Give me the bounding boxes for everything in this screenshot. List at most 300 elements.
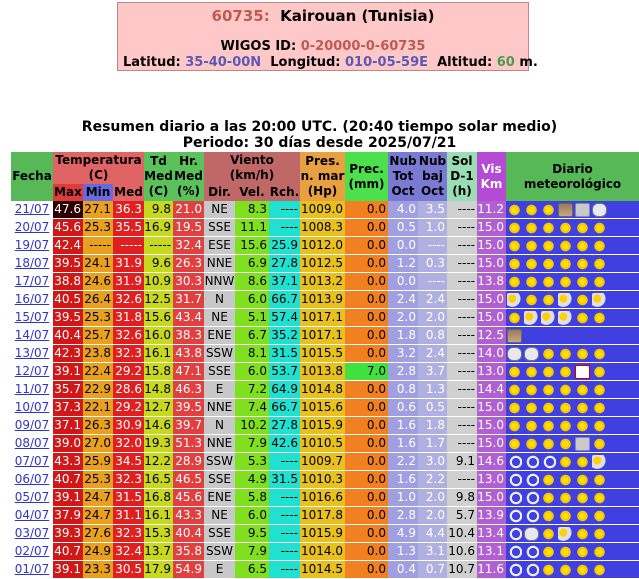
date-link[interactable]: 05/07 xyxy=(14,490,50,504)
temp-med-cell: 30.9 xyxy=(113,417,144,435)
sun-icon xyxy=(558,239,573,253)
cloud-total-cell: 2.8 xyxy=(388,363,418,381)
date-link[interactable]: 06/07 xyxy=(14,472,50,486)
cloud-total-cell: 0.4 xyxy=(388,561,418,579)
visibility-cell: 11.6 xyxy=(477,561,506,579)
temp-med-cell: 36.3 xyxy=(113,201,144,219)
dewpoint-cell: 12.2 xyxy=(144,453,173,471)
sun-icon xyxy=(541,419,556,433)
visibility-cell: 13.1 xyxy=(477,543,506,561)
temp-min-cell: 27.0 xyxy=(83,435,113,453)
sun-icon xyxy=(541,365,556,379)
sun-icon xyxy=(558,383,573,397)
header-visibilidad xyxy=(477,152,506,201)
temp-med-cell: ----- xyxy=(113,237,144,255)
visibility-cell: 15.0 xyxy=(477,309,506,327)
dewpoint-cell: 14.6 xyxy=(144,417,173,435)
wind-dir-cell: NNE xyxy=(204,435,235,453)
temp-min-cell: 25.9 xyxy=(83,453,113,471)
wind-gust-cell: 64.9 xyxy=(269,381,300,399)
dust-icon xyxy=(558,203,573,217)
sun-icon xyxy=(541,401,556,415)
table-row xyxy=(11,561,639,579)
table-row xyxy=(11,309,639,327)
humidity-cell: 19.5 xyxy=(173,219,204,237)
sun-icon xyxy=(558,437,573,451)
sun-icon xyxy=(592,239,607,253)
sun-icon xyxy=(541,275,556,289)
date-link[interactable]: 01/07 xyxy=(14,562,50,576)
temp-min-cell: 27.1 xyxy=(83,201,113,219)
daily-weather-icons xyxy=(506,219,639,237)
pressure-cell: 1014.8 xyxy=(300,381,345,399)
header-vis-1: Vis xyxy=(481,161,502,176)
cloud-total-cell: 3.2 xyxy=(388,345,418,363)
wind-dir-cell: N xyxy=(204,417,235,435)
date-link[interactable]: 16/07 xyxy=(14,292,50,306)
sunshine-cell: 10.6 xyxy=(447,543,477,561)
sun-icon xyxy=(524,293,539,307)
moon-icon xyxy=(524,455,539,469)
daily-weather-icons xyxy=(506,525,639,543)
moon-icon xyxy=(507,473,522,487)
visibility-cell: 13.0 xyxy=(477,363,506,381)
header-nubbaj-3: Oct xyxy=(420,184,445,198)
wind-gust-cell: ---- xyxy=(269,525,300,543)
wind-speed-cell: 6.9 xyxy=(235,255,269,273)
sun-icon xyxy=(507,365,522,379)
cloud-low-cell: 1.7 xyxy=(418,435,447,453)
wind-dir-cell: NE xyxy=(204,507,235,525)
precip-cell: 0.0 xyxy=(345,417,388,435)
cloud-total-cell: 2.8 xyxy=(388,507,418,525)
wind-dir-cell: NNE xyxy=(204,399,235,417)
station-name: Kairouan (Tunisia) xyxy=(280,7,435,25)
precip-cell: 0.0 xyxy=(345,381,388,399)
humidity-cell: 43.8 xyxy=(173,345,204,363)
sun-icon xyxy=(507,383,522,397)
header-sol-2: D-1 xyxy=(450,169,474,183)
wind-dir-cell: SSE xyxy=(204,525,235,543)
sunshine-cell: 9.1 xyxy=(447,453,477,471)
sun-icon xyxy=(592,365,607,379)
daily-weather-icons xyxy=(506,291,639,309)
daily-weather-icons xyxy=(506,489,639,507)
humidity-cell: 43.3 xyxy=(173,507,204,525)
moon-icon xyxy=(507,545,522,559)
wind-speed-cell: 7.9 xyxy=(235,543,269,561)
temp-max-cell: 39.5 xyxy=(53,255,83,273)
pressure-cell: 1015.9 xyxy=(300,525,345,543)
sun-icon xyxy=(541,347,556,361)
sun-icon xyxy=(575,545,590,559)
sun-icon xyxy=(541,383,556,397)
sun-icon xyxy=(592,221,607,235)
sunshine-cell: ---- xyxy=(447,255,477,273)
temp-med-cell: 35.5 xyxy=(113,219,144,237)
cloud-icon xyxy=(592,203,607,217)
precip-cell: 0.0 xyxy=(345,219,388,237)
cloud-total-cell: 1.8 xyxy=(388,327,418,345)
wind-speed-cell: 6.0 xyxy=(235,507,269,525)
temp-max-cell: 43.3 xyxy=(53,453,83,471)
altitude-unit: m. xyxy=(519,55,538,70)
daily-weather-icons xyxy=(506,309,639,327)
visibility-cell: 14.0 xyxy=(477,345,506,363)
temp-min-cell: 22.1 xyxy=(83,399,113,417)
cloud-low-cell: 0.3 xyxy=(418,255,447,273)
sunshine-cell: ---- xyxy=(447,237,477,255)
cloud-low-cell: 1.3 xyxy=(418,381,447,399)
temp-max-cell: 39.5 xyxy=(53,309,83,327)
dewpoint-cell: 9.6 xyxy=(144,255,173,273)
sunshine-cell: ---- xyxy=(447,363,477,381)
precip-cell: 0.0 xyxy=(345,471,388,489)
sun-icon xyxy=(558,545,573,559)
sun-icon xyxy=(507,257,522,271)
summary-line-2: Periodo: 30 días desde 2025/07/21 xyxy=(182,135,457,151)
dewpoint-cell: 19.3 xyxy=(144,435,173,453)
humidity-cell: 45.6 xyxy=(173,489,204,507)
precip-cell: 0.0 xyxy=(345,327,388,345)
date-cell xyxy=(11,291,53,309)
date-cell xyxy=(11,453,53,471)
table-row xyxy=(11,363,639,381)
temp-max-cell: 39.1 xyxy=(53,561,83,579)
humidity-cell: 39.7 xyxy=(173,417,204,435)
temp-med-cell: 30.5 xyxy=(113,561,144,579)
temp-med-cell: 31.9 xyxy=(113,255,144,273)
sunshine-cell: ---- xyxy=(447,399,477,417)
sun-icon xyxy=(541,203,556,217)
wind-dir-cell: SSE xyxy=(204,363,235,381)
date-link[interactable]: 17/07 xyxy=(14,274,50,288)
sun-icon xyxy=(507,221,522,235)
pressure-cell: 1009.7 xyxy=(300,453,345,471)
header-prec-2: (mm) xyxy=(348,176,385,191)
daily-weather-icons xyxy=(506,201,639,219)
partly-cloudy-icon xyxy=(524,311,539,325)
daily-weather-icons xyxy=(506,327,639,345)
header-nubtot-1: Nub xyxy=(389,154,417,168)
date-link[interactable]: 02/07 xyxy=(14,544,50,558)
precip-cell: 0.0 xyxy=(345,237,388,255)
cloud-total-cell: 0.8 xyxy=(388,381,418,399)
temp-med-cell: 32.3 xyxy=(113,525,144,543)
temp-med-cell: 31.5 xyxy=(113,489,144,507)
wind-gust-cell: 42.6 xyxy=(269,435,300,453)
cloud-low-cell: 2.0 xyxy=(418,507,447,525)
sun-icon xyxy=(575,491,590,505)
temp-med-cell: 32.3 xyxy=(113,345,144,363)
partly-cloudy-icon xyxy=(558,527,573,541)
latitude-value: 35-40-00N xyxy=(185,55,262,70)
sun-icon xyxy=(524,239,539,253)
table-row xyxy=(11,471,639,489)
wind-speed-cell: 4.9 xyxy=(235,471,269,489)
visibility-cell: 15.0 xyxy=(477,291,506,309)
header-max: Max xyxy=(54,185,82,199)
sun-icon xyxy=(541,527,556,541)
dewpoint-cell: 16.5 xyxy=(144,471,173,489)
moon-icon xyxy=(524,491,539,505)
header-hr-med xyxy=(173,152,204,201)
date-link[interactable]: 07/07 xyxy=(14,454,50,468)
header-prec-1: Prec. xyxy=(349,161,384,176)
sun-icon xyxy=(524,401,539,415)
wind-speed-cell: 6.5 xyxy=(235,561,269,579)
latitude-label: Latitud: xyxy=(123,55,181,70)
daily-weather-icons xyxy=(506,561,639,579)
temp-max-cell: 40.7 xyxy=(53,543,83,561)
temp-min-cell: 27.6 xyxy=(83,525,113,543)
wind-speed-cell: 7.4 xyxy=(235,399,269,417)
sun-icon xyxy=(558,365,573,379)
visibility-cell: 14.4 xyxy=(477,381,506,399)
sun-icon xyxy=(524,365,539,379)
cloud-total-cell: 2.0 xyxy=(388,309,418,327)
sun-icon xyxy=(575,401,590,415)
date-link[interactable]: 12/07 xyxy=(14,364,50,378)
wind-gust-cell: 37.1 xyxy=(269,273,300,291)
sun-icon xyxy=(575,509,590,523)
temp-max-cell: 40.4 xyxy=(53,327,83,345)
temp-max-cell: 39.3 xyxy=(53,525,83,543)
sunshine-cell: ---- xyxy=(447,345,477,363)
wind-speed-cell: 5.3 xyxy=(235,453,269,471)
dewpoint-cell: 10.9 xyxy=(144,273,173,291)
pressure-cell: 1017.1 xyxy=(300,309,345,327)
date-link[interactable]: 21/07 xyxy=(14,202,50,216)
date-link[interactable]: 04/07 xyxy=(14,508,50,522)
cloud-total-cell: 0.5 xyxy=(388,219,418,237)
table-row xyxy=(11,525,639,543)
sun-icon xyxy=(541,437,556,451)
sun-icon xyxy=(541,491,556,505)
sun-icon xyxy=(507,419,522,433)
humidity-cell: 30.3 xyxy=(173,273,204,291)
daily-weather-icons xyxy=(506,453,639,471)
sunshine-cell: ---- xyxy=(447,381,477,399)
date-cell xyxy=(11,363,53,381)
temp-med-cell: 32.6 xyxy=(113,291,144,309)
cloud-low-cell: 1.0 xyxy=(418,219,447,237)
sun-icon xyxy=(558,563,573,577)
date-link[interactable]: 19/07 xyxy=(14,238,50,252)
precip-cell: 7.0 xyxy=(345,363,388,381)
wind-speed-cell: 10.2 xyxy=(235,417,269,435)
wind-speed-cell: 5.1 xyxy=(235,309,269,327)
sun-icon xyxy=(592,509,607,523)
wind-speed-cell: 9.5 xyxy=(235,525,269,543)
wind-gust-cell: ---- xyxy=(269,219,300,237)
temp-med-cell: 31.8 xyxy=(113,309,144,327)
cloud-total-cell: 1.2 xyxy=(388,255,418,273)
header-viento-label: Viento xyxy=(230,153,274,167)
date-cell xyxy=(11,399,53,417)
date-link[interactable]: 20/07 xyxy=(14,220,50,234)
date-link[interactable]: 14/07 xyxy=(14,328,50,342)
temp-min-cell: 25.3 xyxy=(83,309,113,327)
precip-cell: 0.0 xyxy=(345,201,388,219)
table-row xyxy=(11,255,639,273)
sun-icon xyxy=(558,221,573,235)
cloud-total-cell: 2.2 xyxy=(388,453,418,471)
precip-cell: 0.0 xyxy=(345,273,388,291)
wind-speed-cell: 11.1 xyxy=(235,219,269,237)
date-cell xyxy=(11,417,53,435)
wind-gust-cell: ---- xyxy=(269,201,300,219)
cloud-icon xyxy=(524,347,539,361)
temp-min-cell: 26.4 xyxy=(83,291,113,309)
table-row xyxy=(11,399,639,417)
cloud-low-cell: 3.1 xyxy=(418,543,447,561)
date-cell xyxy=(11,489,53,507)
temp-min-cell: 24.7 xyxy=(83,489,113,507)
precip-cell: 0.0 xyxy=(345,561,388,579)
sun-icon xyxy=(558,455,573,469)
humidity-cell: 47.1 xyxy=(173,363,204,381)
date-cell xyxy=(11,273,53,291)
moon-icon xyxy=(507,491,522,505)
temp-min-cell: 23.8 xyxy=(83,345,113,363)
humidity-cell: 38.3 xyxy=(173,327,204,345)
cloud-low-cell: 1.8 xyxy=(418,417,447,435)
partly-cloudy-icon xyxy=(592,293,607,307)
daily-weather-icons xyxy=(506,381,639,399)
cloud-low-cell: 0.8 xyxy=(418,327,447,345)
sun-icon xyxy=(592,437,607,451)
header-nub-baj xyxy=(418,152,447,201)
temp-med-cell: 29.2 xyxy=(113,363,144,381)
pressure-cell: 1015.6 xyxy=(300,399,345,417)
wigos-id: 0-20000-0-60735 xyxy=(300,39,426,54)
sunshine-cell: 5.7 xyxy=(447,507,477,525)
date-cell xyxy=(11,435,53,453)
precip-cell: 0.0 xyxy=(345,543,388,561)
wind-dir-cell: NE xyxy=(204,201,235,219)
dewpoint-cell: 16.8 xyxy=(144,489,173,507)
wind-speed-cell: 7.9 xyxy=(235,435,269,453)
date-link[interactable]: 13/07 xyxy=(14,346,50,360)
table-row xyxy=(11,273,639,291)
wind-gust-cell: 66.7 xyxy=(269,399,300,417)
pressure-cell: 1013.8 xyxy=(300,363,345,381)
wind-dir-cell: SSW xyxy=(204,543,235,561)
sunshine-cell: ---- xyxy=(447,273,477,291)
sun-icon xyxy=(524,419,539,433)
wind-speed-cell: 7.2 xyxy=(235,381,269,399)
date-link[interactable]: 09/07 xyxy=(14,418,50,432)
wind-speed-cell: 8.6 xyxy=(235,273,269,291)
cloud-low-cell: 3.5 xyxy=(418,201,447,219)
wind-dir-cell: NNW xyxy=(204,273,235,291)
pressure-cell: 1016.6 xyxy=(300,489,345,507)
header-pres-1: Pres. xyxy=(305,154,340,168)
sun-icon xyxy=(541,257,556,271)
date-cell xyxy=(11,561,53,579)
table-row xyxy=(11,291,639,309)
visibility-cell: 13.4 xyxy=(477,525,506,543)
humidity-cell: 51.3 xyxy=(173,435,204,453)
partly-cloudy-icon xyxy=(541,311,556,325)
wind-gust-cell: 53.7 xyxy=(269,363,300,381)
sun-icon xyxy=(575,257,590,271)
wind-gust-cell: 31.5 xyxy=(269,345,300,363)
cloud-total-cell: 0.0 xyxy=(388,273,418,291)
sun-icon xyxy=(592,419,607,433)
wind-speed-cell: 8.1 xyxy=(235,345,269,363)
sun-icon xyxy=(558,491,573,505)
cloud-total-cell: 1.3 xyxy=(388,543,418,561)
sun-icon xyxy=(575,419,590,433)
temp-med-cell: 32.6 xyxy=(113,327,144,345)
precip-cell: 0.0 xyxy=(345,489,388,507)
station-wmo-id: 60735: xyxy=(211,7,270,25)
wind-gust-cell: 27.8 xyxy=(269,255,300,273)
sun-icon xyxy=(558,275,573,289)
cloud-total-cell: 0.0 xyxy=(388,237,418,255)
header-pres-3: (Hp) xyxy=(307,184,338,198)
station-title xyxy=(118,7,528,25)
date-link[interactable]: 18/07 xyxy=(14,256,50,270)
pressure-cell: 1010.3 xyxy=(300,471,345,489)
date-link[interactable]: 03/07 xyxy=(14,526,50,540)
temp-med-cell: 32.3 xyxy=(113,471,144,489)
table-row xyxy=(11,453,639,471)
sunshine-cell: ---- xyxy=(447,219,477,237)
date-link[interactable]: 11/07 xyxy=(14,382,50,396)
sunshine-cell: ---- xyxy=(447,201,477,219)
header-rch: Rch. xyxy=(269,185,300,199)
sun-icon xyxy=(524,383,539,397)
wind-dir-cell: E xyxy=(204,381,235,399)
date-link[interactable]: 10/07 xyxy=(14,400,50,414)
wind-dir-cell: ENE xyxy=(204,327,235,345)
date-link[interactable]: 15/07 xyxy=(14,310,50,324)
date-cell xyxy=(11,255,53,273)
header-sol-3: (h) xyxy=(452,184,472,198)
sunshine-cell: 10.4 xyxy=(447,525,477,543)
table-row xyxy=(11,201,639,219)
daily-weather-icons xyxy=(506,273,639,291)
sun-icon xyxy=(541,509,556,523)
sun-icon xyxy=(541,473,556,487)
header-td-1: Td xyxy=(150,154,167,168)
cloud-total-cell: 1.6 xyxy=(388,471,418,489)
header-diario-1: Diario xyxy=(552,161,593,176)
pressure-cell: 1012.0 xyxy=(300,237,345,255)
cloud-low-cell: 0.7 xyxy=(418,561,447,579)
date-link[interactable]: 08/07 xyxy=(14,436,50,450)
pressure-cell: 1015.9 xyxy=(300,417,345,435)
header-vel: Vel. xyxy=(235,184,269,201)
sun-icon xyxy=(592,563,607,577)
temp-max-cell: 37.1 xyxy=(53,417,83,435)
sun-icon xyxy=(592,383,607,397)
pressure-cell: 1013.9 xyxy=(300,291,345,309)
sun-icon xyxy=(592,257,607,271)
visibility-cell: 11.2 xyxy=(477,201,506,219)
table-row xyxy=(11,219,639,237)
wind-dir-cell: SSE xyxy=(204,471,235,489)
cloud-low-cell: 0.5 xyxy=(418,399,447,417)
dewpoint-cell: 15.3 xyxy=(144,525,173,543)
daily-summary-table xyxy=(11,152,639,579)
moon-icon xyxy=(524,563,539,577)
sunshine-cell: ---- xyxy=(447,309,477,327)
wind-gust-cell: 66.7 xyxy=(269,291,300,309)
